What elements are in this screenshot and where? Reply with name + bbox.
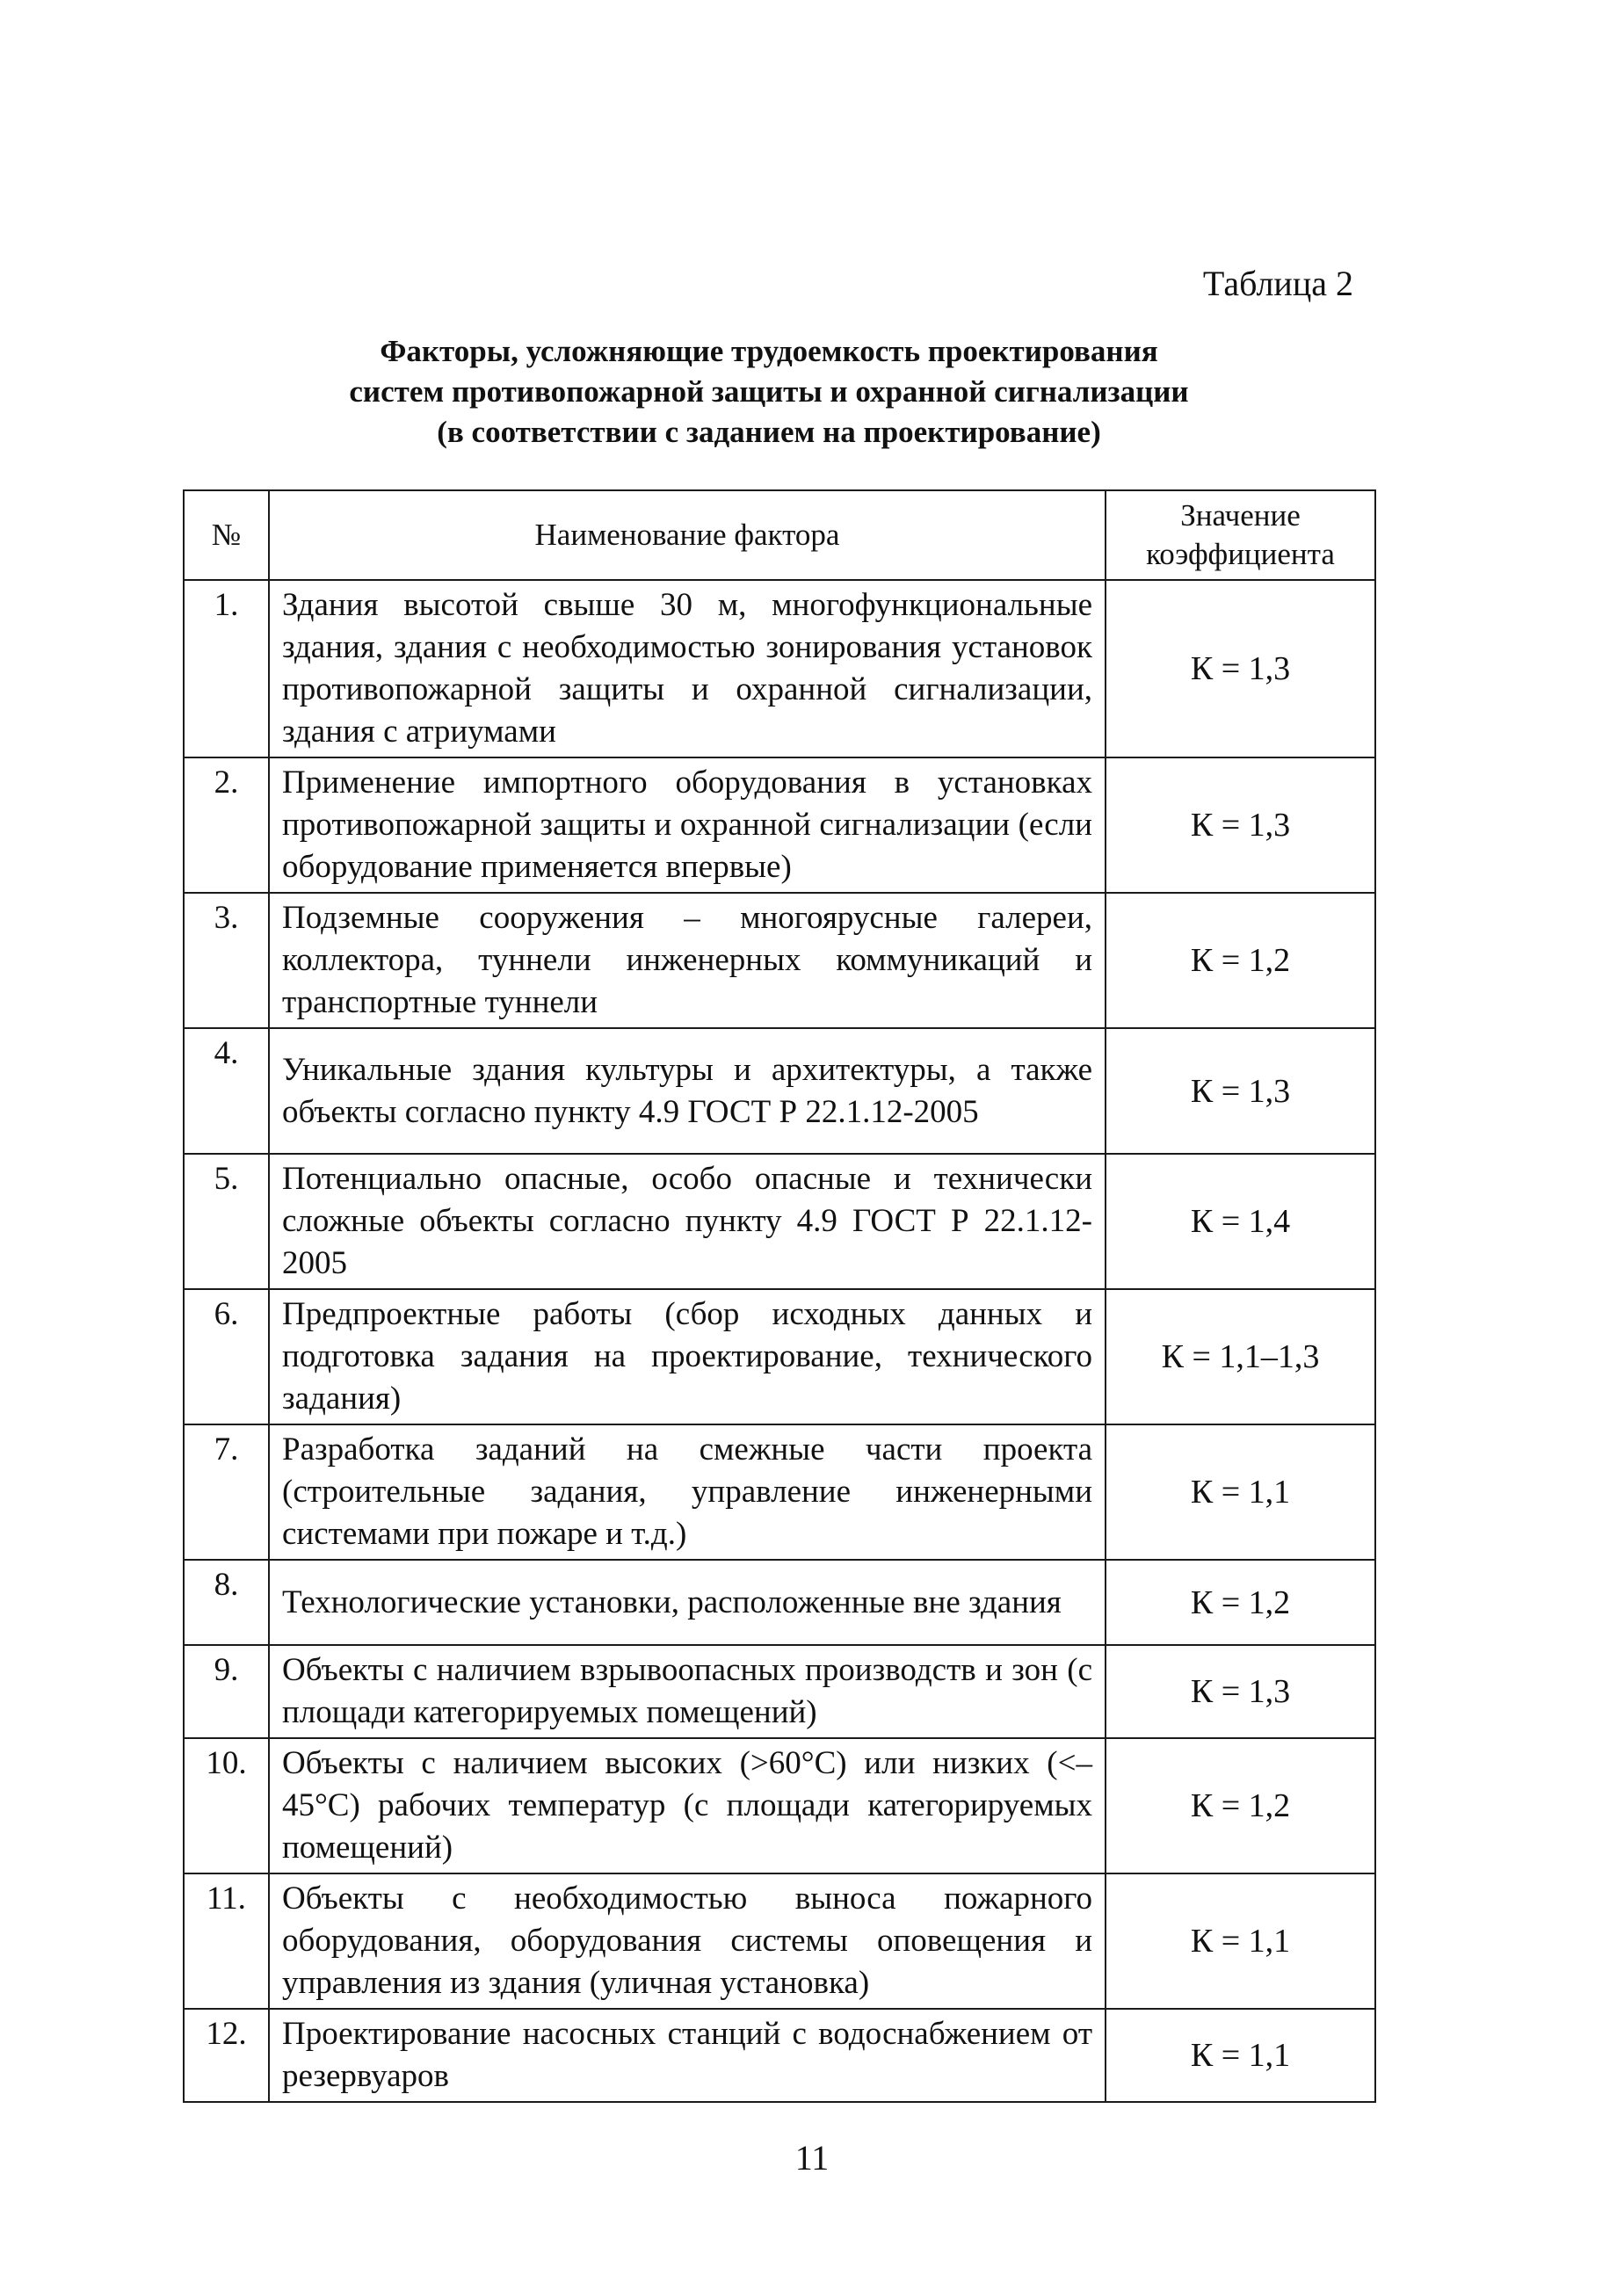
table-row xyxy=(184,1645,1375,1738)
row-num: 11. xyxy=(184,1873,269,2009)
table-row xyxy=(184,893,1375,1028)
header-value: Значение коэффициента xyxy=(1106,490,1375,580)
table-title-line: Факторы, усложняющие трудоемкость проектирования xyxy=(380,334,1158,368)
factors-table xyxy=(183,489,1376,2103)
row-name xyxy=(269,1645,1106,1738)
table-row xyxy=(184,1560,1375,1645)
row-value: К = 1,3 xyxy=(1106,1645,1375,1738)
table-row xyxy=(184,580,1375,757)
row-name xyxy=(269,1028,1106,1154)
row-num: 3. xyxy=(184,893,269,1028)
row-num: 7. xyxy=(184,1424,269,1560)
table-title-line: систем противопожарной защиты и охранной сигнализации xyxy=(349,374,1189,409)
table-row xyxy=(184,1424,1375,1560)
row-value: К = 1,3 xyxy=(1106,1028,1375,1154)
row-name-text: Потенциально опасные, особо опасные и технически сложные объекты согласно пункту 4.9 ГОСТ Р 22.1.12-2005 xyxy=(282,1161,1092,1281)
table-row xyxy=(184,1289,1375,1424)
row-name-text: Применение импортного оборудования в установках противопожарной защиты и охранной сигнализации (если оборудование применяется впервые) xyxy=(282,765,1092,885)
row-name-text: Подземные сооружения – многоярусные галереи, коллектора, туннели инженерных коммуникаций и транспортные туннели xyxy=(282,900,1092,1020)
row-num: 9. xyxy=(184,1645,269,1738)
row-name-text: Разработка заданий на смежные части проекта (строительные задания, управление инженерными системами при пожаре и т.д.) xyxy=(282,1431,1092,1552)
row-name xyxy=(269,1289,1106,1424)
row-value: К = 1,4 xyxy=(1106,1154,1375,1289)
row-num: 5. xyxy=(184,1154,269,1289)
row-name xyxy=(269,757,1106,893)
row-num: 12. xyxy=(184,2009,269,2102)
row-name-text: Здания высотой свыше 30 м, многофункциональные здания, здания с необходимостью зонирования установок противопожарной защиты и охранной сигнализации, здания с атриумами xyxy=(282,587,1092,750)
row-name xyxy=(269,580,1106,757)
table-row xyxy=(184,757,1375,893)
table-header-row xyxy=(184,490,1375,580)
table-row xyxy=(184,1154,1375,1289)
table-row xyxy=(184,2009,1375,2102)
row-name xyxy=(269,1560,1106,1645)
table-row xyxy=(184,1873,1375,2009)
row-name-text: Объекты с наличием взрывоопасных производств и зон (с площади категорируемых помещений) xyxy=(282,1652,1092,1730)
row-value: К = 1,2 xyxy=(1106,893,1375,1028)
row-value: К = 1,1 xyxy=(1106,1424,1375,1560)
row-num: 8. xyxy=(184,1560,269,1645)
row-value: К = 1,3 xyxy=(1106,580,1375,757)
table-title-line: (в соответствии с заданием на проектирование) xyxy=(437,415,1101,449)
row-value: К = 1,3 xyxy=(1106,757,1375,893)
row-num: 10. xyxy=(184,1738,269,1873)
table-label: Таблица 2 xyxy=(1202,264,1353,303)
row-value: К = 1,1 xyxy=(1106,2009,1375,2102)
row-name xyxy=(269,2009,1106,2102)
header-name: Наименование фактора xyxy=(269,490,1106,580)
row-num: 6. xyxy=(184,1289,269,1424)
row-num: 4. xyxy=(184,1028,269,1154)
row-value: К = 1,1–1,3 xyxy=(1106,1289,1375,1424)
row-value: К = 1,1 xyxy=(1106,1873,1375,2009)
row-name-text: Уникальные здания культуры и архитектуры, а также объекты согласно пункту 4.9 ГОСТ Р 22.1.12-2005 xyxy=(282,1051,1092,1130)
table-row xyxy=(184,1028,1375,1154)
row-name-text: Объекты с наличием высоких (>60°С) или низких (<–45°С) рабочих температур (с площади категорируемых помещений) xyxy=(282,1745,1092,1866)
row-name xyxy=(269,893,1106,1028)
page-number: 11 xyxy=(794,2138,830,2178)
row-name xyxy=(269,1424,1106,1560)
row-value: К = 1,2 xyxy=(1106,1738,1375,1873)
row-name xyxy=(269,1873,1106,2009)
table-row xyxy=(184,1738,1375,1873)
row-name-text: Предпроектные работы (сбор исходных данных и подготовка задания на проектирование, технического задания) xyxy=(282,1296,1092,1417)
table-body xyxy=(184,580,1375,2102)
row-name xyxy=(269,1154,1106,1289)
table-title xyxy=(264,331,1274,453)
row-value: К = 1,2 xyxy=(1106,1560,1375,1645)
row-num: 2. xyxy=(184,757,269,893)
row-name-text: Объекты с необходимостью выноса пожарного оборудования, оборудования системы оповещения и управления из здания (уличная установка) xyxy=(282,1881,1092,2001)
row-name-text: Технологические установки, расположенные вне здания xyxy=(282,1583,1062,1620)
row-name-text: Проектирование насосных станций с водоснабжением от резервуаров xyxy=(282,2016,1092,2094)
row-name xyxy=(269,1738,1106,1873)
row-num: 1. xyxy=(184,580,269,757)
header-num: № xyxy=(184,490,269,580)
